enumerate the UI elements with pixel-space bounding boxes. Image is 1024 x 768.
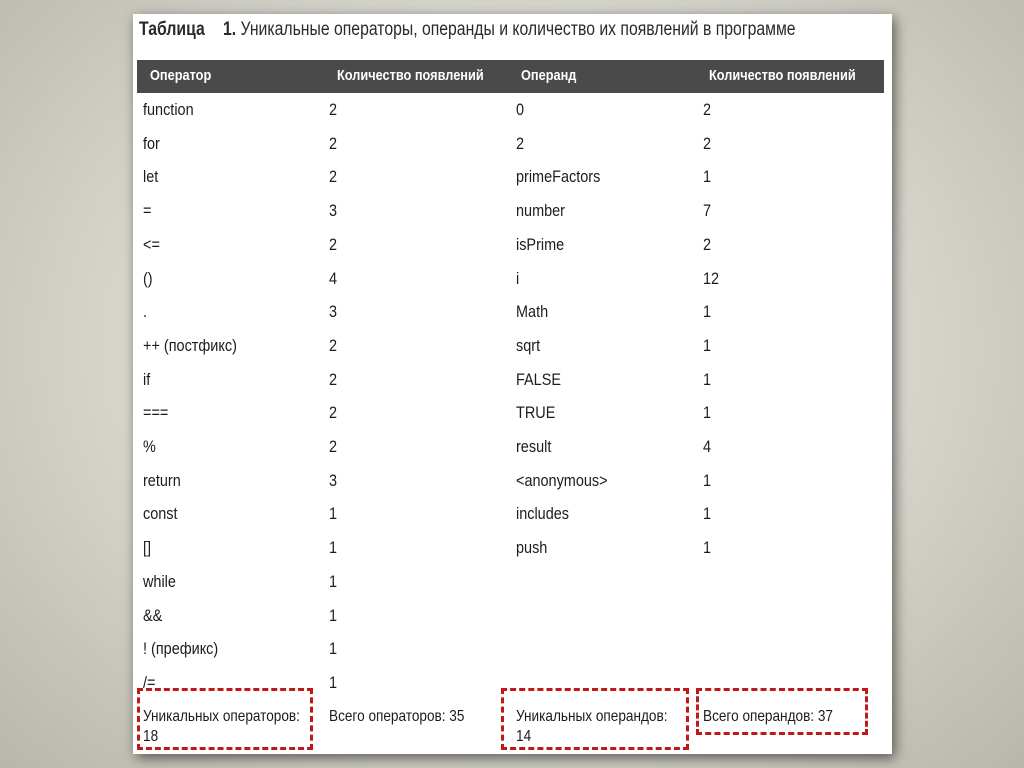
table-row	[137, 128, 884, 162]
cell-operator-count: 1	[329, 571, 338, 591]
cell-operand-count: 1	[703, 335, 712, 355]
cell-operator-count: 3	[329, 470, 338, 490]
cell-operator: .	[143, 302, 148, 322]
cell-operand: FALSE	[516, 369, 561, 389]
cell-operand: i	[516, 268, 520, 288]
table-row	[137, 431, 884, 465]
cell-operand: push	[516, 538, 548, 558]
cell-operator-count: 3	[329, 302, 338, 322]
cell-operand-count: 4	[703, 437, 712, 456]
header-operator: Оператор	[150, 67, 212, 84]
unique-operands-label: Уникальных операндов:	[516, 708, 668, 725]
cell-operand-count: 1	[703, 504, 712, 524]
table-row	[137, 296, 884, 330]
cell-operand-count: 2	[703, 234, 712, 254]
cell-operator: const	[143, 504, 178, 524]
table-row	[137, 498, 884, 532]
cell-operator: if	[143, 369, 151, 389]
cell-operand-count: 1	[703, 369, 712, 389]
highlight-unique-operators	[137, 688, 313, 750]
cell-operand: Math	[516, 302, 549, 322]
cell-operator-count: 2	[329, 234, 338, 254]
table-row	[137, 263, 884, 297]
highlight-unique-operands	[501, 688, 689, 750]
cell-operand-count: 1	[703, 403, 712, 423]
cell-operand-count: 7	[703, 201, 712, 221]
cell-operator: &&	[143, 605, 163, 625]
table-row	[137, 633, 884, 667]
caption-label: Таблица	[139, 19, 205, 40]
cell-operator: ()	[143, 268, 153, 288]
table-row	[137, 600, 884, 634]
cell-operand-count: 2	[703, 100, 712, 119]
cell-operator-count: 3	[329, 201, 338, 221]
cell-operand: number	[516, 201, 565, 221]
cell-operand-count: 12	[703, 268, 720, 288]
cell-operator: return	[143, 470, 181, 490]
cell-operator: while	[143, 571, 176, 591]
cell-operator: %	[143, 437, 156, 456]
table-row	[137, 364, 884, 398]
cell-operand: <anonymous>	[516, 470, 608, 490]
cell-operator: =	[143, 201, 152, 221]
cell-operator-count: 1	[329, 538, 338, 558]
cell-operand: 0	[516, 100, 525, 119]
total-operands: Всего операндов: 37	[703, 708, 833, 725]
header-operand-count: Количество появлений	[709, 67, 856, 84]
total-operators: Всего операторов: 35	[329, 708, 465, 725]
highlight-total-operands	[696, 688, 868, 735]
cell-operand-count: 1	[703, 302, 712, 322]
cell-operator-count: 2	[329, 437, 338, 456]
caption-text: Уникальные операторы, операнды и количество их появлений в программе	[236, 19, 796, 40]
table-row	[137, 397, 884, 431]
table-row	[137, 229, 884, 263]
cell-operator: function	[143, 100, 194, 119]
cell-operator-count: 1	[329, 672, 338, 692]
slide-content	[133, 14, 892, 754]
header-operand: Операнд	[521, 67, 577, 84]
table-row	[137, 330, 884, 364]
cell-operator-count: 1	[329, 605, 338, 625]
cell-operator-count: 2	[329, 167, 338, 187]
cell-operator: ! (префикс)	[143, 639, 219, 659]
table-row	[137, 161, 884, 195]
cell-operand-count: 1	[703, 538, 712, 558]
cell-operand: TRUE	[516, 403, 556, 423]
table-header	[137, 60, 884, 93]
cell-operator: []	[143, 538, 152, 558]
unique-operators-label: Уникальных операторов:	[143, 708, 300, 725]
cell-operand: includes	[516, 504, 570, 524]
cell-operand-count: 2	[703, 133, 712, 153]
cell-operator-count: 2	[329, 335, 338, 355]
cell-operator-count: 2	[329, 403, 338, 423]
cell-operator: ===	[143, 403, 169, 423]
cell-operator-count: 2	[329, 133, 338, 153]
cell-operand: isPrime	[516, 234, 565, 254]
cell-operand-count: 1	[703, 470, 712, 490]
cell-operator-count: 4	[329, 268, 338, 288]
cell-operator: for	[143, 133, 160, 153]
cell-operator-count: 1	[329, 639, 338, 659]
header-operator-count: Количество появлений	[337, 67, 484, 84]
cell-operand: sqrt	[516, 335, 541, 355]
cell-operator-count: 1	[329, 504, 338, 524]
cell-operator: let	[143, 167, 159, 187]
cell-operator: ++ (постфикс)	[143, 335, 237, 355]
table-caption	[139, 19, 796, 41]
cell-operator-count: 2	[329, 369, 338, 389]
cell-operator: <=	[143, 234, 160, 254]
cell-operator-count: 2	[329, 100, 338, 119]
table-row	[137, 532, 884, 566]
table-row	[137, 94, 884, 128]
table-row	[137, 195, 884, 229]
unique-operands-value: 14	[516, 728, 532, 745]
caption-number: 1.	[222, 19, 237, 40]
table-row	[137, 566, 884, 600]
cell-operand: 2	[516, 133, 525, 153]
cell-operand: result	[516, 437, 552, 456]
unique-operators-value: 18	[143, 728, 159, 745]
cell-operator: /=	[143, 672, 156, 692]
cell-operand-count: 1	[703, 167, 712, 187]
cell-operand: primeFactors	[516, 167, 601, 187]
table-row	[137, 465, 884, 499]
